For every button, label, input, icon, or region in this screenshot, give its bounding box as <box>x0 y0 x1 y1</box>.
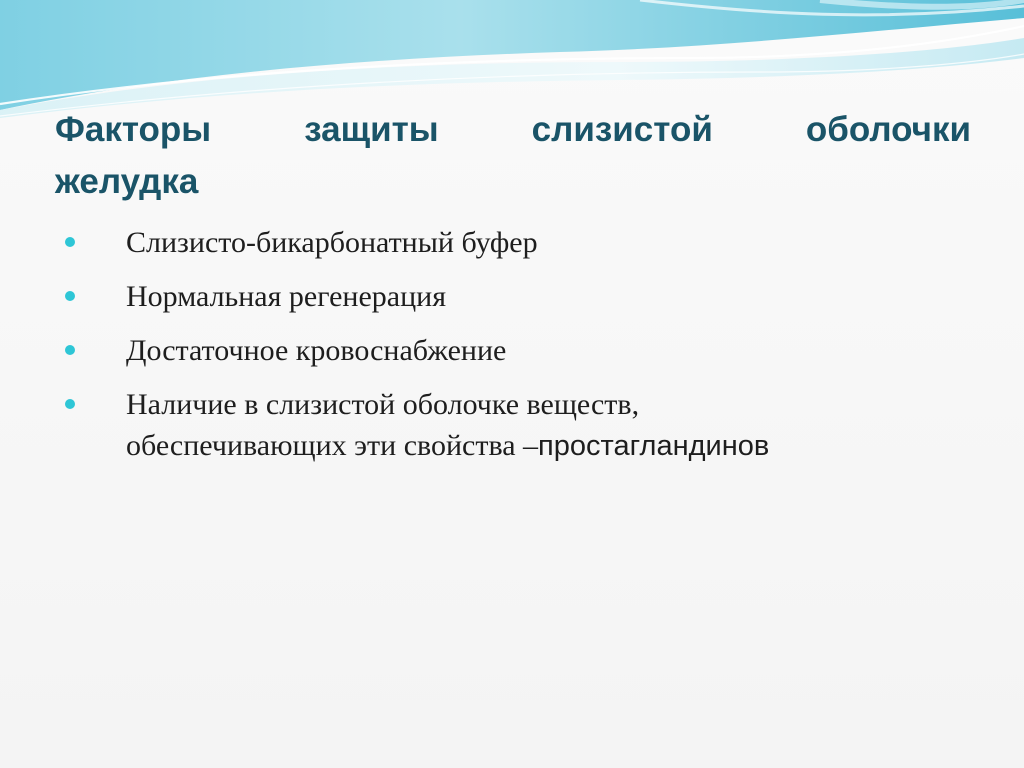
bullet-list <box>62 222 982 480</box>
title-word: Факторы <box>55 110 212 149</box>
bullet-text-line-1: Наличие в слизистой оболочке веществ, <box>126 388 640 421</box>
bullet-dot-icon <box>65 399 75 409</box>
bullet-text: Слизисто-бикарбонатный буфер <box>126 226 538 259</box>
bullet-item <box>62 276 982 317</box>
slide-title-line-1 <box>55 104 971 156</box>
bullet-item <box>62 384 982 467</box>
title-word: оболочки <box>805 110 971 149</box>
bullet-text: Достаточное кровоснабжение <box>126 334 507 367</box>
bullet-item <box>62 222 982 263</box>
title-word: слизистой <box>531 110 713 149</box>
bullet-text-line-2: обеспечивающих эти свойства – <box>126 429 539 462</box>
bullet-text-term: простагландинов <box>538 430 770 462</box>
slide-title-line-2: желудка <box>55 162 199 201</box>
bullet-item <box>62 330 982 371</box>
bullet-dot-icon <box>65 345 75 355</box>
title-word: защиты <box>304 110 439 149</box>
bullet-text: Нормальная регенерация <box>126 280 447 313</box>
bullet-dot-icon <box>65 291 75 301</box>
slide-title <box>55 104 971 208</box>
bullet-dot-icon <box>65 237 75 247</box>
